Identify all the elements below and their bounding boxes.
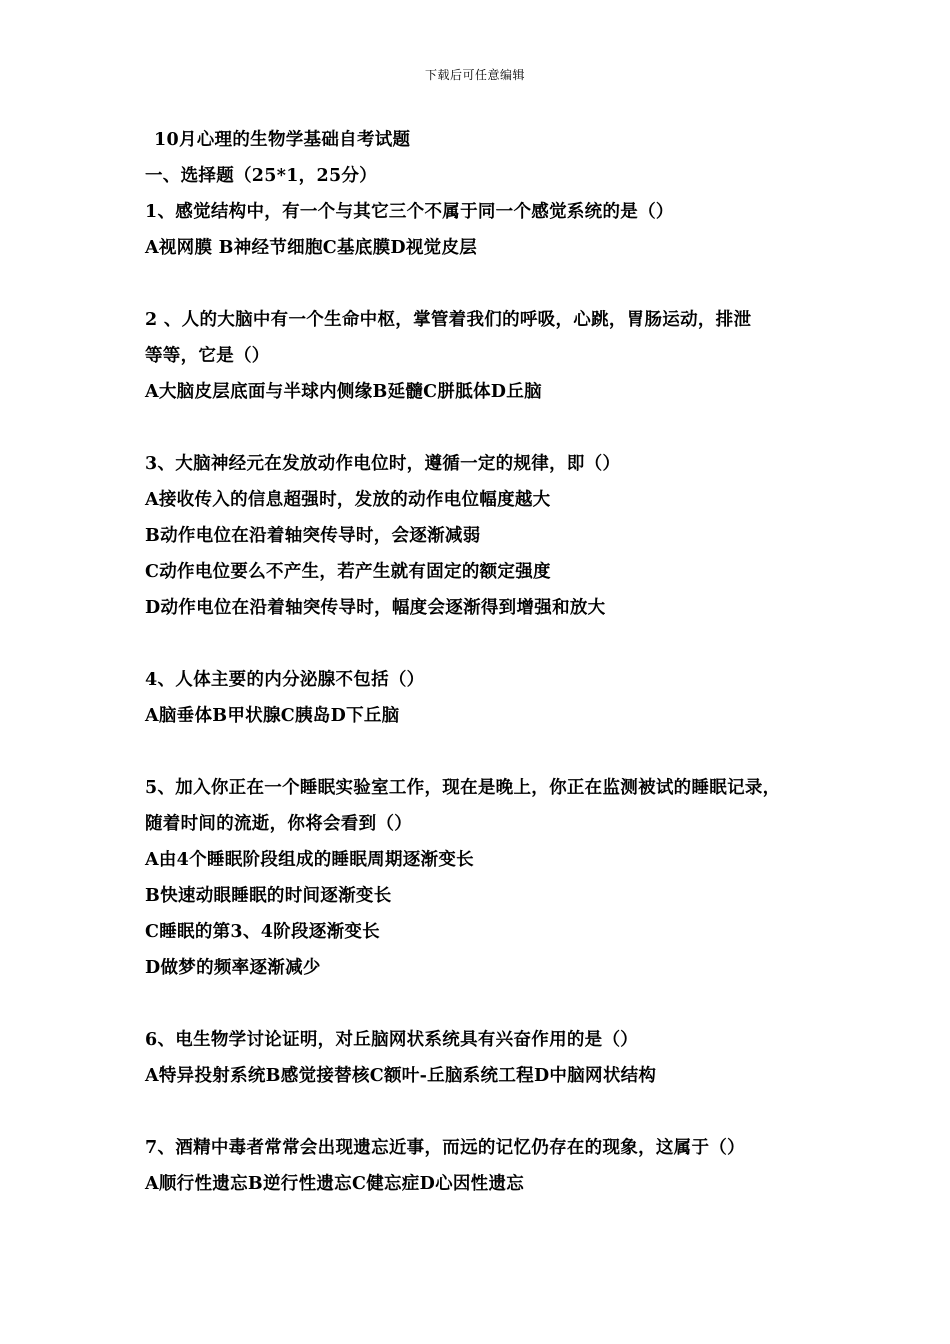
question-block (145, 1022, 845, 1094)
answer-option: A接收传入的信息超强时，发放的动作电位幅度越大 (145, 490, 551, 510)
answer-option: A视网膜 B神经节细胞C基底膜D视觉皮层 (145, 238, 478, 258)
question-block (145, 446, 845, 626)
answer-option: A由4个睡眠阶段组成的睡眠周期逐渐变长 (145, 850, 474, 870)
section-heading: 一、选择题（25*1，25分） (145, 166, 378, 186)
question-text: 3、大脑神经元在发放动作电位时，遵循一定的规律，即（） (145, 454, 621, 474)
answer-option: B快速动眼睡眠的时间逐渐变长 (145, 886, 392, 906)
question-block (145, 770, 845, 986)
question-block (145, 302, 845, 410)
answer-option: A顺行性遗忘B逆行性遗忘C健忘症D心因性遗忘 (145, 1174, 525, 1194)
answer-option: C睡眠的第3、4阶段逐渐变长 (145, 922, 380, 942)
question-text: 2 、人的大脑中有一个生命中枢，掌管着我们的呼吸，心跳，胃肠运动，排泄 (145, 310, 752, 330)
question-text: 随着时间的流逝，你将会看到（） (145, 814, 412, 834)
question-block (145, 1130, 845, 1202)
question-text: 1、感觉结构中，有一个与其它三个不属于同一个感觉系统的是（） (145, 202, 674, 222)
question-text: 4、人体主要的内分泌腺不包括（） (145, 670, 425, 690)
question-text: 7、酒精中毒者常常会出现遗忘近事，而远的记忆仍存在的现象，这属于（） (145, 1138, 745, 1158)
question-text: 等等，它是（） (145, 346, 270, 366)
document-body (145, 122, 845, 1202)
document-title: 10月心理的生物学基础自考试题 (154, 130, 411, 150)
answer-option: C动作电位要么不产生，若产生就有固定的额定强度 (145, 562, 551, 582)
answer-option: A大脑皮层底面与半球内侧缘B延髓C胼胝体D丘脑 (145, 382, 542, 402)
answer-option: D动作电位在沿着轴突传导时，幅度会逐渐得到增强和放大 (145, 598, 606, 618)
answer-option: A脑垂体B甲状腺C胰岛D下丘脑 (145, 706, 400, 726)
page-header-note: 下载后可任意编辑 (424, 68, 525, 82)
answer-option: B动作电位在沿着轴突传导时，会逐渐减弱 (145, 526, 481, 546)
question-block (145, 194, 845, 266)
answer-option: D做梦的频率逐渐减少 (145, 958, 321, 978)
answer-option: A特异投射系统B感觉接替核C额叶-丘脑系统工程D中脑网状结构 (145, 1066, 657, 1086)
question-block (145, 662, 845, 734)
question-text: 5、加入你正在一个睡眠实验室工作，现在是晚上，你正在监测被试的睡眠记录， (145, 778, 781, 798)
question-text: 6、电生物学讨论证明，对丘脑网状系统具有兴奋作用的是（） (145, 1030, 639, 1050)
